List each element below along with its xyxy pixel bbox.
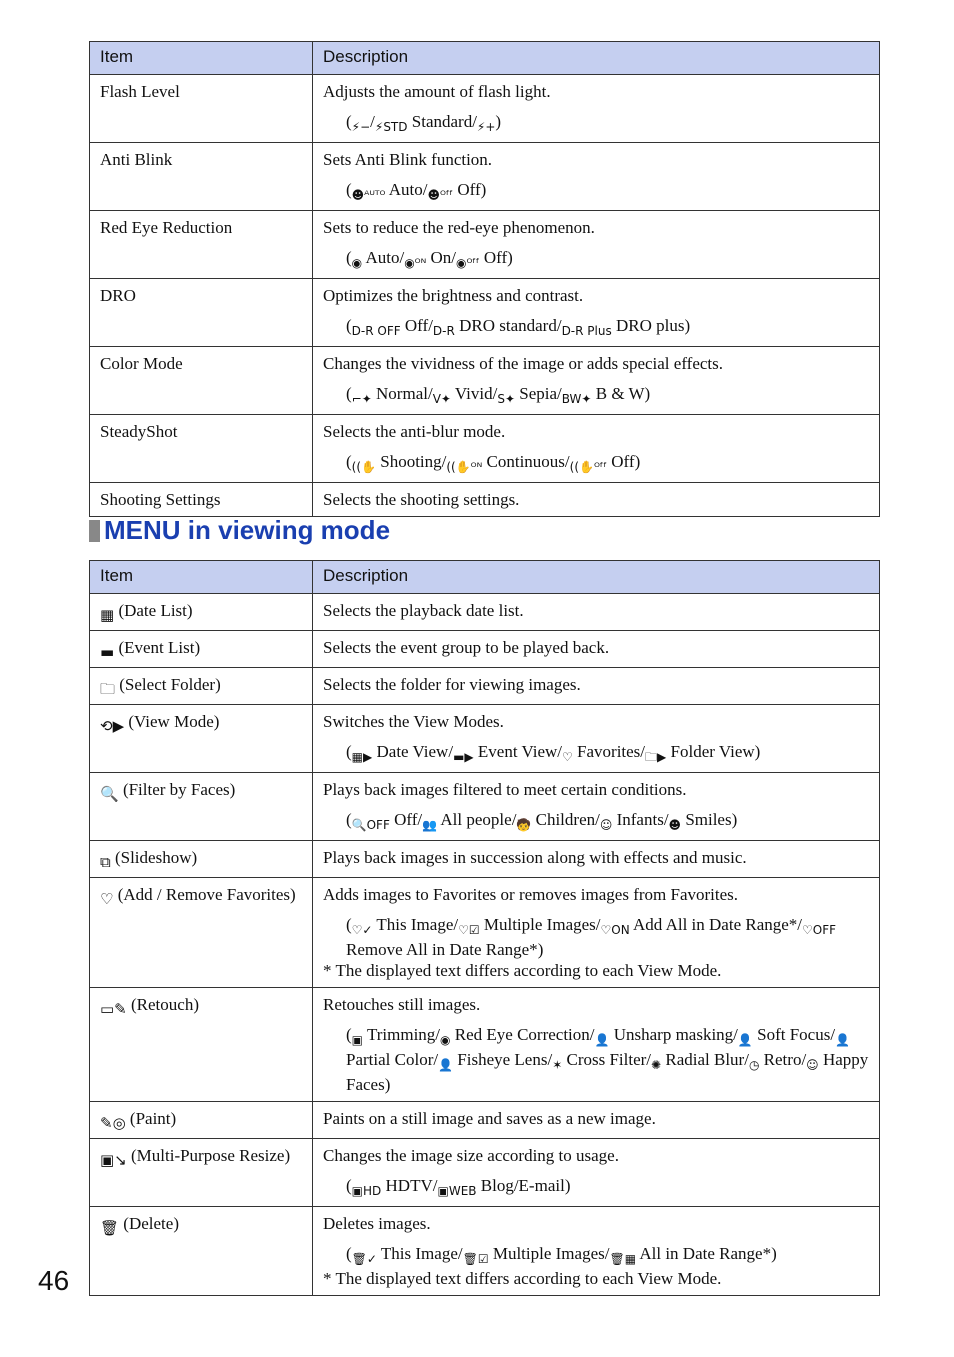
option-label: Retro/: [759, 1050, 807, 1069]
steadyshot-continuous-icon: ((✋ᴼᴺ: [446, 460, 483, 474]
cross-filter-icon: ✶: [552, 1058, 563, 1072]
item-cell: [90, 705, 313, 773]
option-label: Shooting/: [375, 452, 447, 471]
item-label: (Select Folder): [119, 675, 221, 694]
table-row: [90, 279, 880, 347]
description-text: Switches the View Modes.: [323, 712, 504, 731]
table-row: [90, 143, 880, 211]
description-text: Selects the shooting settings.: [323, 490, 520, 509]
option-label: This Image/: [372, 915, 459, 934]
children-icon: 🧒: [516, 818, 532, 832]
option-list: (⌐✦ Normal/V✦ Vivid/S✦ Sepia/BW✦ B & W): [346, 384, 651, 406]
option-label: Fisheye Lens/: [453, 1050, 553, 1069]
item-cell: [90, 631, 313, 668]
table-header-row: [90, 42, 880, 75]
option-label: Smiles: [681, 810, 732, 829]
table-row: [90, 594, 880, 631]
item-cell: [90, 143, 313, 211]
description-text: Sets Anti Blink function.: [323, 150, 493, 169]
table-row: [90, 1207, 880, 1296]
table-row: [90, 773, 880, 841]
event-view-icon: ▬▶: [453, 750, 474, 764]
item-cell: [90, 75, 313, 143]
option-label: Add All in Date Range*/: [629, 915, 803, 934]
table-row: [90, 705, 880, 773]
item-cell: [90, 211, 313, 279]
folder-view-icon: 🗀▶: [645, 750, 667, 764]
trimming-icon: ▣: [351, 1033, 364, 1047]
header-item: Item: [90, 561, 313, 594]
item-cell: [90, 347, 313, 415]
radial-blur-icon: ✺: [651, 1058, 662, 1072]
description-cell: [313, 75, 880, 143]
option-list: (D-R OFF Off/D-R DRO standard/D-R Plus DRO plus): [346, 316, 691, 338]
add-all-date-icon: ♡ON: [600, 923, 630, 937]
paint-icon: ✎◎: [100, 1114, 126, 1132]
description-text: Selects the event group to be played back.: [323, 638, 610, 657]
option-label: Date View/: [372, 742, 454, 761]
option-list: (▣ Trimming/◉ Red Eye Correction/👤 Unsharp masking/👤 Soft Focus/👤 Partial Color/👤 Fisheye Lens/✶ Cross Filter/✺ Radial Blur/◷ Retro/☺ Happy Faces): [346, 1025, 869, 1094]
retouch-icon: ▭✎: [100, 1000, 127, 1018]
description-cell: [313, 143, 880, 211]
option-label: Standard/: [407, 112, 477, 131]
dro-standard-icon: D-R: [432, 324, 455, 338]
heart-icon: ♡: [100, 890, 114, 908]
description-text: Deletes images.: [323, 1214, 431, 1233]
description-text: Selects the playback date list.: [323, 601, 524, 620]
option-label: DRO plus: [611, 316, 685, 335]
table-row: [90, 347, 880, 415]
footnote: * The displayed text differs according to each View Mode.: [323, 1269, 722, 1288]
soft-focus-icon: 👤: [737, 1033, 753, 1047]
item-label: DRO: [100, 286, 136, 305]
table-row: [90, 1139, 880, 1207]
view-mode-icon: ⟲▶: [100, 717, 125, 735]
item-label: (Add / Remove Favorites): [117, 885, 296, 904]
description-text: Selects the anti-blur mode.: [323, 422, 506, 441]
item-label: (Paint): [129, 1109, 177, 1128]
option-label: On/: [426, 248, 457, 267]
item-cell: [90, 878, 313, 988]
description-text: Plays back images in succession along with effects and music.: [323, 848, 747, 867]
table-header-row: [90, 561, 880, 594]
red-eye-auto-icon: ◉: [351, 256, 363, 270]
option-label: Favorites/: [572, 742, 646, 761]
option-label: Multiple Images/: [479, 915, 601, 934]
description-cell: [313, 1102, 880, 1139]
option-label: Remove All in Date Range*: [346, 940, 538, 959]
description-cell: [313, 1139, 880, 1207]
viewing-menu-table: [89, 560, 880, 1296]
item-label: (Multi-Purpose Resize): [131, 1146, 291, 1165]
footnote: * The displayed text differs according to each View Mode.: [323, 961, 722, 980]
item-label: Flash Level: [100, 82, 180, 101]
delete-all-date-icon: 🗑▦: [609, 1252, 637, 1266]
item-label: Color Mode: [100, 354, 183, 373]
delete-this-image-icon: 🗑✓: [351, 1252, 377, 1266]
item-cell: [90, 668, 313, 705]
item-cell: [90, 1102, 313, 1139]
option-label: This Image/: [376, 1244, 463, 1263]
description-text: Retouches still images.: [323, 995, 481, 1014]
option-list: (◉ Auto/◉ᴼᴺ On/◉ᴼᶠᶠ Off): [346, 248, 513, 270]
unsharp-masking-icon: 👤: [594, 1033, 610, 1047]
option-label: Trimming/: [363, 1025, 441, 1044]
dro-plus-icon: D-R Plus: [561, 324, 612, 338]
color-normal-icon: ⌐✦: [351, 392, 372, 406]
option-list: (🔍OFF Off/👥 All people/🧒 Children/☺ Infants/☻ Smiles): [346, 810, 738, 832]
table-row: [90, 415, 880, 483]
this-image-fav-icon: ♡✓: [351, 923, 373, 937]
date-view-icon: ▦▶: [351, 750, 373, 764]
item-cell: [90, 594, 313, 631]
option-label: Infants/: [612, 810, 669, 829]
table-row: [90, 878, 880, 988]
option-label: Partial Color/: [346, 1050, 439, 1069]
resize-icon: ▣↘: [100, 1151, 127, 1169]
page-number: 46: [38, 1265, 70, 1296]
item-cell: [90, 1207, 313, 1296]
option-label: Vivid/: [450, 384, 498, 403]
description-text: Changes the vividness of the image or adds special effects.: [323, 354, 724, 373]
option-label: Off: [453, 180, 481, 199]
retro-icon: ◷: [748, 1058, 760, 1072]
description-cell: [313, 668, 880, 705]
description-text: Plays back images filtered to meet certain conditions.: [323, 780, 687, 799]
partial-color-icon: 👤: [835, 1033, 850, 1047]
item-label: (Retouch): [131, 995, 199, 1014]
option-label: B & W: [591, 384, 645, 403]
item-label: Anti Blink: [100, 150, 173, 169]
filter-faces-icon: 🔍: [100, 785, 119, 803]
option-label: /: [370, 112, 375, 131]
option-list: (♡✓ This Image/♡☑ Multiple Images/♡ON Add All in Date Range*/♡OFF Remove All in Date Range*): [346, 915, 837, 959]
option-list: (🗑✓ This Image/🗑☑ Multiple Images/🗑▦ All in Date Range*): [346, 1244, 777, 1266]
option-label: Continuous/: [482, 452, 570, 471]
folder-icon: 🗀: [100, 680, 116, 698]
option-label: Soft Focus/: [752, 1025, 836, 1044]
event-list-icon: ▬: [100, 643, 115, 661]
date-list-icon: ▦: [100, 606, 115, 624]
item-label: Shooting Settings: [100, 490, 221, 509]
section-marker-icon: [89, 520, 100, 542]
steadyshot-shooting-icon: ((✋: [351, 460, 376, 474]
option-label: Red Eye Correction/: [450, 1025, 595, 1044]
anti-blink-off-icon: ☻ᴼᶠᶠ: [427, 188, 454, 202]
option-label: Unsharp masking/: [609, 1025, 738, 1044]
table-row: [90, 631, 880, 668]
table-row: [90, 211, 880, 279]
all-people-icon: 👥: [422, 818, 438, 832]
option-label: Off/: [400, 316, 433, 335]
description-cell: [313, 594, 880, 631]
table-row: [90, 841, 880, 878]
header-description: Description: [313, 561, 880, 594]
description-cell: [313, 483, 880, 517]
item-label: (View Mode): [128, 712, 220, 731]
table-row: [90, 1102, 880, 1139]
table-row: [90, 483, 880, 517]
description-text: Optimizes the brightness and contrast.: [323, 286, 584, 305]
remove-all-date-icon: ♡OFF: [802, 923, 837, 937]
item-cell: [90, 279, 313, 347]
item-cell: [90, 773, 313, 841]
section-title: MENU in viewing mode: [104, 515, 391, 545]
option-label: Auto/: [385, 180, 428, 199]
blog-email-icon: ▣WEB: [437, 1184, 477, 1198]
item-label: SteadyShot: [100, 422, 178, 441]
table-row: [90, 75, 880, 143]
delete-icon: 🗑: [100, 1219, 120, 1237]
slideshow-icon: ⧉: [100, 853, 111, 871]
delete-multiple-icon: 🗑☑: [462, 1252, 489, 1266]
table-row: [90, 668, 880, 705]
option-list: (▦▶ Date View/▬▶ Event View/♡ Favorites/🗀▶ Folder View): [346, 742, 761, 764]
anti-blink-auto-icon: ☻ᴬᵁᵀᴼ: [351, 188, 386, 202]
section-heading: [89, 515, 390, 546]
description-text: Adjusts the amount of flash light.: [323, 82, 551, 101]
header-description: Description: [313, 42, 880, 75]
option-list: (((✋ Shooting/((✋ᴼᴺ Continuous/((✋ᴼᶠᶠ Off): [346, 452, 641, 474]
option-list: (☻ᴬᵁᵀᴼ Auto/☻ᴼᶠᶠ Off): [346, 180, 487, 202]
color-sepia-icon: S✦: [497, 392, 515, 406]
option-label: Children/: [531, 810, 600, 829]
option-list: (▣HD HDTV/▣WEB Blog/E-mail): [346, 1176, 571, 1198]
description-text: Sets to reduce the red-eye phenomenon.: [323, 218, 595, 237]
option-label: Off: [607, 452, 635, 471]
color-bw-icon: BW✦: [561, 392, 592, 406]
option-label: Off/: [389, 810, 423, 829]
flash-minus-icon: ⚡−: [351, 120, 371, 134]
item-label: (Event List): [118, 638, 201, 657]
description-cell: [313, 415, 880, 483]
item-label: (Date List): [118, 601, 193, 620]
filter-off-icon: 🔍OFF: [351, 818, 390, 832]
description-text: Paints on a still image and saves as a new image.: [323, 1109, 656, 1128]
description-cell: [313, 631, 880, 668]
option-label: Radial Blur/: [661, 1050, 749, 1069]
red-eye-on-icon: ◉ᴼᴺ: [404, 256, 427, 270]
favorites-icon: ♡: [562, 750, 573, 764]
item-label: (Delete): [123, 1214, 179, 1233]
option-label: Multiple Images/: [488, 1244, 610, 1263]
hdtv-icon: ▣HD: [351, 1184, 382, 1198]
shooting-menu-table: [89, 41, 880, 517]
item-label: (Filter by Faces): [122, 780, 236, 799]
option-label: All in Date Range*: [636, 1244, 772, 1263]
description-cell: [313, 705, 880, 773]
infants-icon: ☺: [599, 818, 613, 832]
happy-faces-icon: ☺: [806, 1058, 819, 1072]
option-label: Off: [479, 248, 508, 267]
item-cell: [90, 988, 313, 1102]
description-text: Adds images to Favorites or removes images from Favorites.: [323, 885, 739, 904]
description-cell: [313, 773, 880, 841]
option-label: HDTV/: [381, 1176, 438, 1195]
option-label: Happy Faces: [346, 1050, 869, 1094]
item-label: (Slideshow): [114, 848, 198, 867]
option-label: Auto/: [362, 248, 405, 267]
multiple-images-fav-icon: ♡☑: [458, 923, 480, 937]
option-label: Sepia/: [515, 384, 562, 403]
description-cell: [313, 878, 880, 988]
header-item: Item: [90, 42, 313, 75]
item-cell: [90, 841, 313, 878]
description-text: Changes the image size according to usage.: [323, 1146, 619, 1165]
table-row: [90, 988, 880, 1102]
color-vivid-icon: V✦: [432, 392, 451, 406]
fisheye-lens-icon: 👤: [438, 1058, 454, 1072]
description-cell: [313, 211, 880, 279]
description-text: Selects the folder for viewing images.: [323, 675, 581, 694]
item-cell: [90, 483, 313, 517]
item-cell: [90, 415, 313, 483]
description-cell: [313, 988, 880, 1102]
option-label: Folder View: [666, 742, 755, 761]
red-eye-correction-icon: ◉: [440, 1033, 451, 1047]
option-label: All people/: [437, 810, 517, 829]
option-list: (⚡−/⚡STD Standard/⚡+): [346, 112, 502, 134]
flash-plus-icon: ⚡+: [476, 120, 496, 134]
dro-off-icon: D-R OFF: [351, 324, 401, 338]
option-label: Event View/: [473, 742, 563, 761]
steadyshot-off-icon: ((✋ᴼᶠᶠ: [569, 460, 608, 474]
red-eye-off-icon: ◉ᴼᶠᶠ: [456, 256, 480, 270]
option-label: Cross Filter/: [562, 1050, 652, 1069]
flash-standard-icon: ⚡STD: [374, 120, 408, 134]
item-cell: [90, 1139, 313, 1207]
option-label: DRO standard/: [454, 316, 562, 335]
description-cell: [313, 841, 880, 878]
description-cell: [313, 1207, 880, 1296]
item-label: Red Eye Reduction: [100, 218, 233, 237]
option-label: Blog/E-mail: [476, 1176, 565, 1195]
smiles-icon: ☻: [668, 818, 682, 832]
description-cell: [313, 279, 880, 347]
option-label: Normal/: [371, 384, 433, 403]
description-cell: [313, 347, 880, 415]
